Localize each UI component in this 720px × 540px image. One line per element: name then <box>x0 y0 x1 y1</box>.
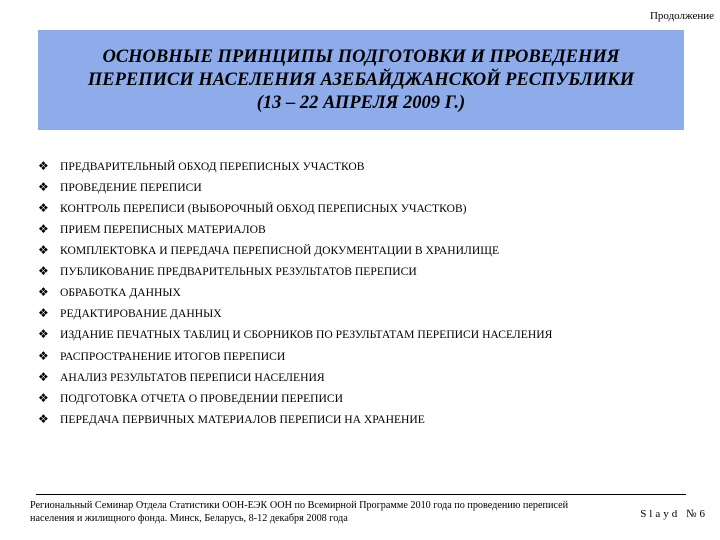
list-item <box>38 371 688 384</box>
list-item-text: ИЗДАНИЕ ПЕЧАТНЫХ ТАБЛИЦ И СБОРНИКОВ ПО РЕЗУЛЬТАТАМ ПЕРЕПИСИ НАСЕЛЕНИЯ <box>60 328 553 341</box>
list-item <box>38 181 688 194</box>
list-item <box>38 328 688 341</box>
list-item-text: ПЕРЕДАЧА ПЕРВИЧНЫХ МАТЕРИАЛОВ ПЕРЕПИСИ НА ХРАНЕНИЕ <box>60 413 425 426</box>
list-item <box>38 392 688 405</box>
list-item-text: ПУБЛИКОВАНИЕ ПРЕДВАРИТЕЛЬНЫХ РЕЗУЛЬТАТОВ ПЕРЕПИСИ <box>60 265 417 278</box>
list-item-text: ПРЕДВАРИТЕЛЬНЫЙ ОБХОД ПЕРЕПИСНЫХ УЧАСТКОВ <box>60 160 365 173</box>
list-item <box>38 307 688 320</box>
diamond-v-bullet-icon: ❖ <box>38 180 49 194</box>
list-item-text: ПРОВЕДЕНИЕ ПЕРЕПИСИ <box>60 181 202 194</box>
footer-note: Региональный Семинар Отдела Статистики ООН-ЕЭК ООН по Всемирной Программе 2010 года по проведению переписей населения и жилищного фонда. Минск, Беларусь, 8-12 декабря 2008 года <box>30 500 569 524</box>
list-item-text: ПРИЕМ ПЕРЕПИСНЫХ МАТЕРИАЛОВ <box>60 223 266 236</box>
list-item <box>38 286 688 299</box>
diamond-v-bullet-icon: ❖ <box>38 327 49 341</box>
diamond-v-bullet-icon: ❖ <box>38 349 49 363</box>
list-item <box>38 350 688 363</box>
list-item <box>38 265 688 278</box>
list-item <box>38 223 688 236</box>
title-banner <box>38 30 684 130</box>
title-line-1: ОСНОВНЫЕ ПРИНЦИПЫ ПОДГОТОВКИ И ПРОВЕДЕНИЯ <box>102 46 620 67</box>
diamond-v-bullet-icon: ❖ <box>38 306 49 320</box>
diamond-v-bullet-icon: ❖ <box>38 159 49 173</box>
title-line-2: ПЕРЕПИСИ НАСЕЛЕНИЯ АЗЕБАЙДЖАНСКОЙ РЕСПУБЛИКИ <box>87 69 635 90</box>
list-item <box>38 413 688 426</box>
list-item-text: РАСПРОСТРАНЕНИЕ ИТОГОВ ПЕРЕПИСИ <box>60 350 286 363</box>
diamond-v-bullet-icon: ❖ <box>38 222 49 236</box>
list-item <box>38 202 688 215</box>
footer-divider <box>36 494 686 495</box>
list-item-text: КОНТРОЛЬ ПЕРЕПИСИ (ВЫБОРОЧНЫЙ ОБХОД ПЕРЕПИСНЫХ УЧАСТКОВ) <box>60 202 467 215</box>
continuation-label: Продолжение <box>649 10 714 22</box>
list-item-text: ПОДГОТОВКА ОТЧЕТА О ПРОВЕДЕНИИ ПЕРЕПИСИ <box>60 392 344 405</box>
diamond-v-bullet-icon: ❖ <box>38 264 49 278</box>
list-item-text: РЕДАКТИРОВАНИЕ ДАННЫХ <box>60 307 222 320</box>
title-line-3: (13 – 22 АПРЕЛЯ 2009 Г.) <box>256 92 466 113</box>
list-item-text: ОБРАБОТКА ДАННЫХ <box>60 286 181 299</box>
list-item-text: АНАЛИЗ РЕЗУЛЬТАТОВ ПЕРЕПИСИ НАСЕЛЕНИЯ <box>60 371 325 384</box>
slide-number: Slayd №6 <box>640 508 708 520</box>
list-item <box>38 160 688 173</box>
diamond-v-bullet-icon: ❖ <box>38 285 49 299</box>
principles-list <box>38 160 688 434</box>
diamond-v-bullet-icon: ❖ <box>38 201 49 215</box>
list-item-text: КОМПЛЕКТОВКА И ПЕРЕДАЧА ПЕРЕПИСНОЙ ДОКУМЕНТАЦИИ В ХРАНИЛИЩЕ <box>60 244 500 257</box>
diamond-v-bullet-icon: ❖ <box>38 391 49 405</box>
diamond-v-bullet-icon: ❖ <box>38 412 49 426</box>
diamond-v-bullet-icon: ❖ <box>38 370 49 384</box>
list-item <box>38 244 688 257</box>
diamond-v-bullet-icon: ❖ <box>38 243 49 257</box>
